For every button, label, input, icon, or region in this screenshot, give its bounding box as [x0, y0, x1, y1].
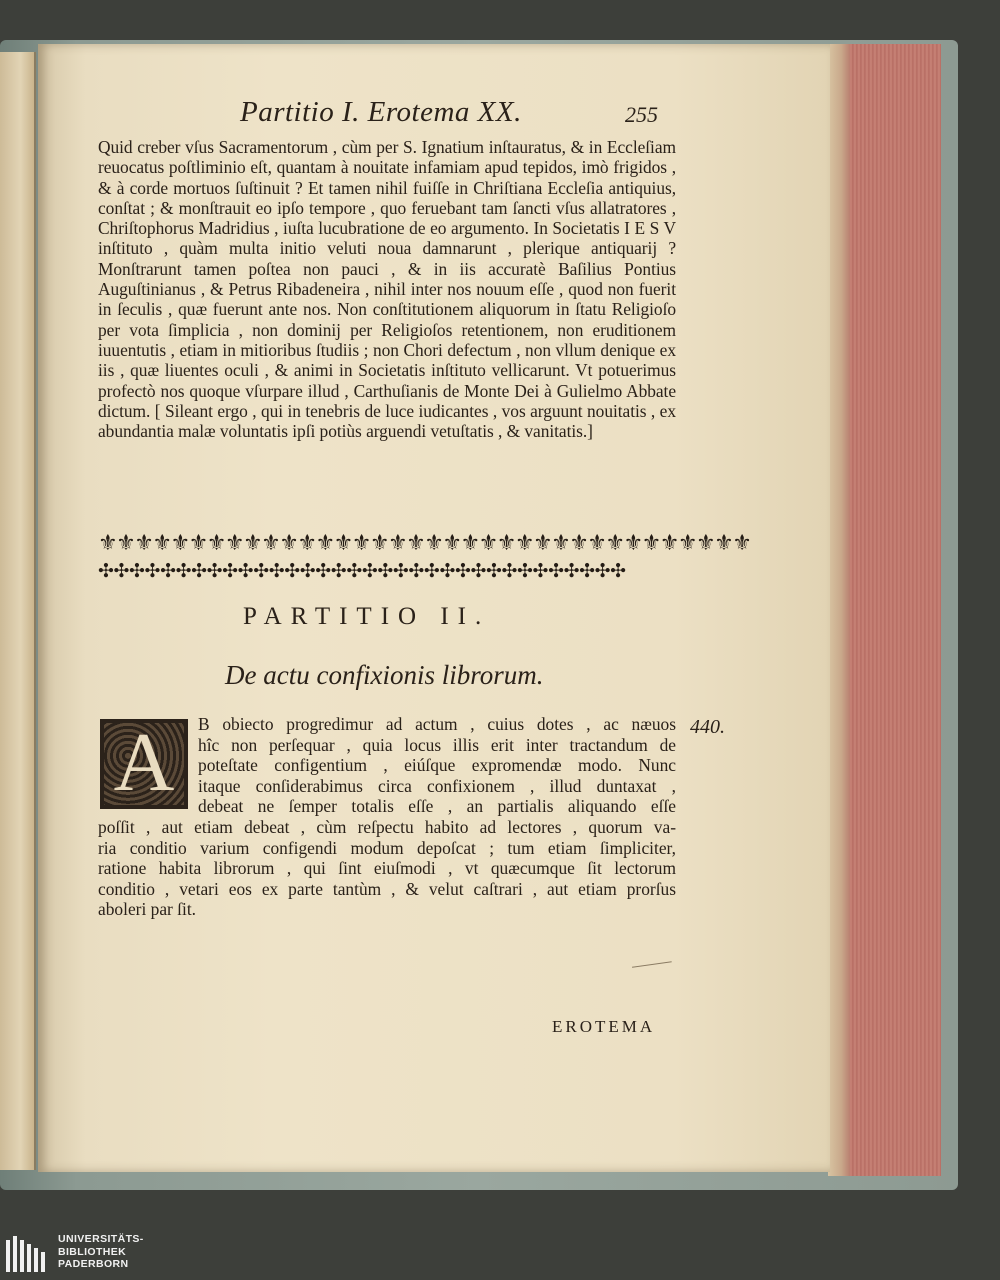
initial-letter: A [113, 716, 175, 809]
catchword: EROTEMA [552, 1017, 656, 1036]
logo-line-2: BIBLIOTHEK [58, 1245, 127, 1258]
paragraph-2-line: poſſit , aut etiam debeat , cùm reſpectu habito ad lectores , quorum va- [98, 817, 676, 837]
margin-note: 440. [690, 716, 725, 738]
body-text [98, 137, 676, 441]
paragraph-2-line: poteſtate configentium , eiúſque expromendæ modo. Nunc [198, 755, 676, 776]
paragraph-1: Quid creber vſus Sacramentorum , cùm per S. Ignatium inſtauratus, & in Eccleſiam reuocatus poſtliminio eſt, quantam à nouitate infamiam apud tepidos, imò frigidos , & à corde mortuos ſuſtinuit ? Et tamen nihil fuiſſe in Chriſtiana Eccleſia antiquius, conſtat ; & monſtrauit eo ipſo tempore , quo feruebant tam ſancti vſus allatratores , Chriſtophorus Madridius , iuſta lucubratione de eo argumento. In Societatis I E S V inſtituto , quàm multa initio veluti noua damnarunt , plerique antiquarij ? Monſtrarunt tamen poſtea non pauci , & in iis accuratè Baſilius Pontius Auguſtinianus , & Petrus Ribadeneira , nihil inter nos nouum eſſe , quod non fuerit in ſeculis , quæ fuerunt ante nos. Non conſtitutionem aliquorum in ſtatu Religioſo per vota ſimplicia , non dominij per Religioſos retentionem, non eruditionem iuuentutis , etiam in mitioribus ſtudiis ; non Chori defectum , non vllum denique ex iis , quæ liuentes oculi , & animi in Societatis inſtituto vellicarunt. Vt potuerimus profectò nos quoque vſurpare illud , Carthuſianis de Monte Dei à Gulielmo Abbate dictum. [ Sileant ergo , qui in tenebris de luce iudicantes , vos arguunt nouitatis , ex abundantia malæ voluntatis ipſi potiùs arguendi vetuſtatis , & vanitatis.] [98, 137, 676, 442]
paragraph-2-line: debeat ne ſemper totalis eſſe , an partialis aliquando eſſe [198, 796, 676, 817]
paragraph-2-line: itaque conſiderabimus circa confixionem , illud duntaxat , [198, 775, 676, 796]
decorated-initial [100, 716, 188, 809]
paragraph-2-line: aboleri par ſit. [98, 899, 197, 920]
fleuron-ornament-row-1: ⚜⚜⚜⚜⚜⚜⚜⚜⚜⚜⚜⚜⚜⚜⚜⚜⚜⚜⚜⚜⚜⚜⚜⚜⚜⚜⚜⚜⚜⚜⚜⚜⚜⚜⚜⚜ [98, 531, 751, 556]
library-logo-text [58, 1233, 144, 1271]
section-heading: PARTITIO II. [243, 603, 491, 630]
paragraph-2-line: B obiecto progredimur ad actum , cuius dotes , ac næuos [198, 714, 676, 734]
running-head: Partitio I. Erotema XX. [240, 96, 522, 128]
fleuron-ornament-row-2: ✣✣✣✣✣✣✣✣✣✣✣✣✣✣✣✣✣✣✣✣✣✣✣✣✣✣✣✣✣✣✣✣✣✣ [98, 560, 626, 582]
paragraph-2-line: hîc non perſequar , quia locus illis erit inter tractandum de [198, 734, 676, 755]
page-number: 255 [625, 102, 658, 127]
left-page-edge [0, 52, 36, 1170]
library-logo [4, 1232, 204, 1276]
logo-line-3: PADERBORN [58, 1258, 129, 1270]
paragraph-2-line: conditio , vetari eos ex parte tantùm , & velut caſtrari , aut etiam prorſus [98, 878, 676, 899]
paragraph-2-line: ria conditio varium configendi modum depoſcat ; tum etiam ſimpliciter, [98, 837, 676, 858]
library-logo-icon [4, 1234, 50, 1274]
section-subtitle: De actu confixionis librorum. [225, 660, 544, 690]
logo-line-1: UNIVERSITÄTS- [58, 1233, 144, 1245]
paragraph-2-line: ratione habita librorum , qui ſint eiuſmodi , vt quæcumque ſit lectorum [98, 858, 676, 879]
page-block-inner-edge [828, 44, 850, 1176]
